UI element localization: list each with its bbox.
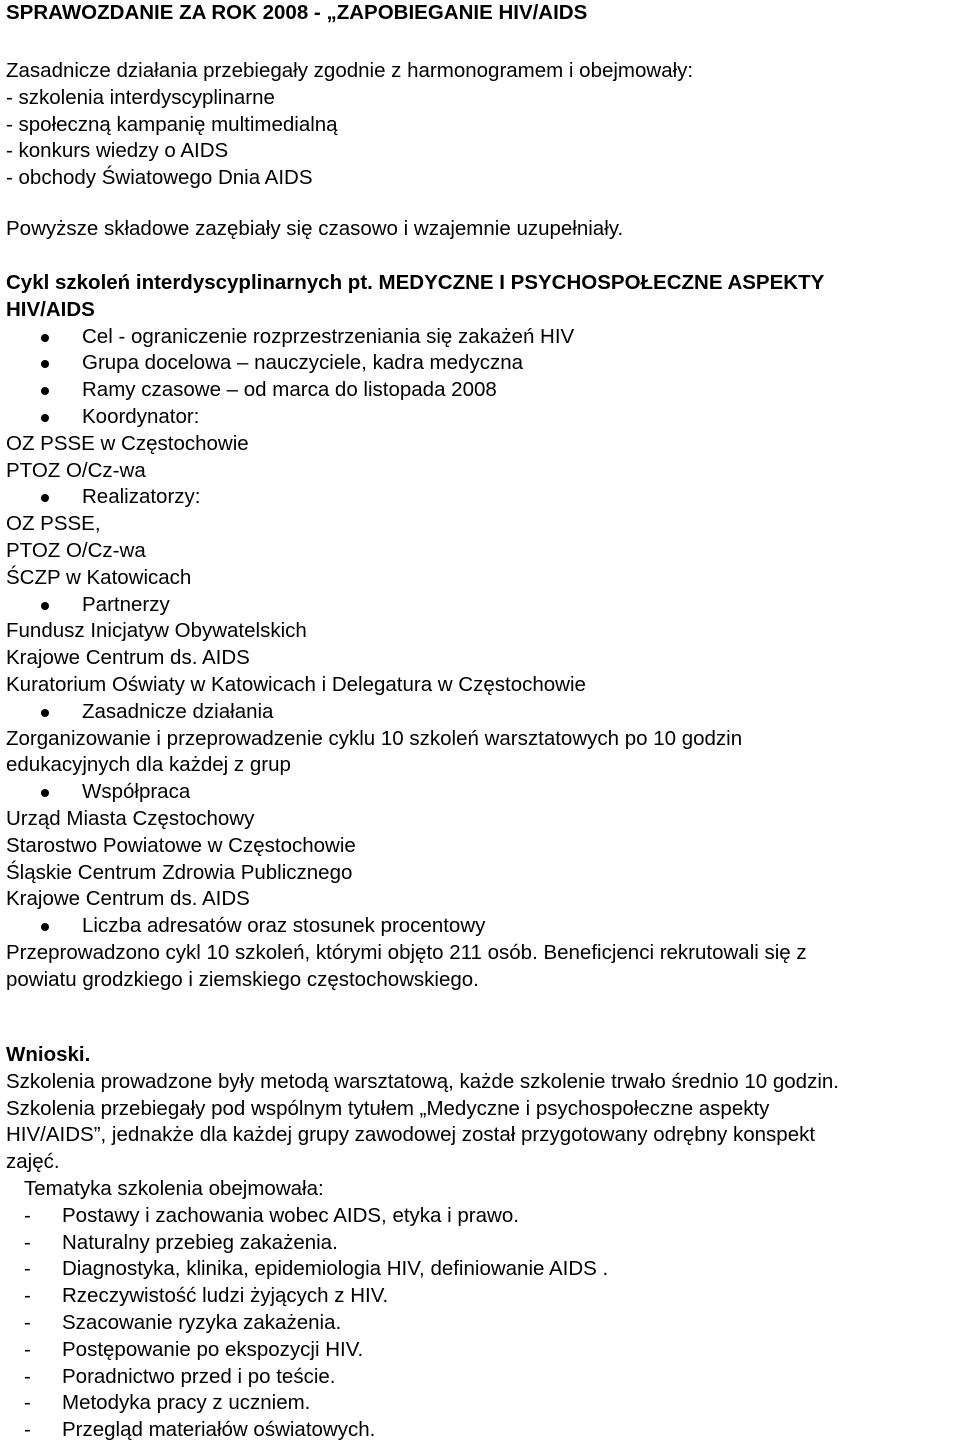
conclusions-section	[6, 1042, 839, 1444]
implementer-line: ŚCZP w Katowicach	[6, 565, 192, 589]
main-action-line: Zorganizowanie i przeprowadzenie cyklu 10 szkoleń warsztatowych po 10 godzin	[6, 726, 743, 750]
cooperation-line: Starostwo Powiatowe w Częstochowie	[6, 833, 356, 857]
conclusion-line: Szkolenia prowadzone były metodą warsztatową, każde szkolenie trwało średnio 10 godzin.	[6, 1069, 839, 1093]
cooperation-line: Śląskie Centrum Zdrowia Publicznego	[6, 860, 353, 884]
topic-item: - Rzeczywistość ludzi żyjących z HIV.	[24, 1284, 389, 1308]
partner-line: Kuratorium Oświaty w Katowicach i Delegatura w Częstochowie	[6, 672, 586, 696]
intro-item: - szkolenia interdyscyplinarne	[6, 85, 275, 109]
bullet-target-group: Grupa docelowa – nauczyciele, kadra medyczna	[6, 350, 824, 377]
bullet-icon	[41, 387, 49, 395]
intro-item: - społeczną kampanię multimedialną	[6, 112, 338, 136]
coordinator-line: PTOZ O/Cz-wa	[6, 458, 146, 482]
bullet-timeframe: Ramy czasowe – od marca do listopada 2008	[6, 377, 824, 404]
topics-lead: Tematyka szkolenia obejmowała:	[24, 1176, 324, 1200]
intro-lead: Zasadnicze działania przebiegały zgodnie z harmonogramem i obejmowały:	[6, 59, 694, 82]
implementer-line: OZ PSSE,	[6, 512, 101, 536]
cycle-section	[6, 270, 824, 994]
partner-line: Krajowe Centrum ds. AIDS	[6, 646, 250, 670]
intro-item: - obchody Światowego Dnia AIDS	[6, 166, 313, 190]
bullet-partners: Partnerzy	[6, 592, 824, 619]
main-action-line: edukacyjnych dla każdej z grup	[6, 753, 291, 777]
topic-item: - Naturalny przebieg zakażenia.	[24, 1230, 338, 1254]
bullet-icon	[41, 789, 49, 797]
topic-item: - Postępowanie po ekspozycji HIV.	[24, 1337, 364, 1361]
conclusion-line: Szkolenia przebiegały pod wspólnym tytułem „Medyczne i psychospołeczne aspekty	[6, 1096, 770, 1120]
bullet-cooperation: Współpraca	[6, 779, 824, 806]
topic-item: - Poradnictwo przed i po teście.	[24, 1364, 336, 1388]
bullet-icon	[41, 923, 49, 931]
topic-item: - Diagnostyka, klinika, epidemiologia HIV, definiowanie AIDS .	[24, 1257, 609, 1281]
topic-item: - Szacowanie ryzyka zakażenia.	[24, 1310, 342, 1334]
intro-summary: Powyższe składowe zazębiały się czasowo i wzajemnie uzupełniały.	[6, 217, 624, 240]
cycle-heading: Cykl szkoleń interdyscyplinarnych pt. MEDYCZNE I PSYCHOSPOŁECZNE ASPEKTY	[6, 271, 825, 294]
bullet-implementers: Realizatorzy:	[6, 484, 824, 511]
cooperation-line: Urząd Miasta Częstochowy	[6, 806, 255, 830]
cooperation-line: Krajowe Centrum ds. AIDS	[6, 887, 250, 911]
conclusion-line: zajęć.	[6, 1150, 60, 1174]
intro-section	[6, 58, 693, 192]
bullet-icon	[41, 709, 49, 717]
topic-item: - Przegląd materiałów oświatowych.	[24, 1418, 376, 1442]
conclusions-heading: Wnioski.	[6, 1043, 91, 1066]
participants-line: powiatu grodzkiego i ziemskiego częstochowskiego.	[6, 967, 479, 991]
bullet-icon	[41, 602, 49, 610]
coordinator-line: OZ PSSE w Częstochowie	[6, 431, 249, 455]
document-title: SPRAWOZDANIE ZA ROK 2008 - „ZAPOBIEGANIE HIV/AIDS	[6, 1, 588, 24]
intro-item: - konkurs wiedzy o AIDS	[6, 139, 229, 163]
bullet-participants: Liczba adresatów oraz stosunek procentowy	[6, 913, 824, 940]
implementer-line: PTOZ O/Cz-wa	[6, 538, 146, 562]
bullet-coordinator: Koordynator:	[6, 404, 824, 431]
bullet-main-actions: Zasadnicze działania	[6, 699, 824, 726]
topic-item: - Postawy i zachowania wobec AIDS, etyka i prawo.	[24, 1203, 519, 1227]
partner-line: Fundusz Inicjatyw Obywatelskich	[6, 619, 307, 643]
bullet-icon	[41, 334, 49, 342]
bullet-icon	[41, 414, 49, 422]
topic-item: - Metodyka pracy z uczniem.	[24, 1391, 311, 1415]
participants-line: Przeprowadzono cykl 10 szkoleń, którymi objęto 211 osób. Beneficjenci rekrutowali się z	[6, 940, 807, 964]
bullet-goal: Cel - ograniczenie rozprzestrzeniania się zakażeń HIV	[6, 324, 824, 351]
bullet-icon	[41, 494, 49, 502]
bullet-icon	[41, 360, 49, 368]
conclusion-line: HIV/AIDS”, jednakże dla każdej grupy zawodowej został przygotowany odrębny konspekt	[6, 1123, 816, 1147]
cycle-heading-cont: HIV/AIDS	[6, 297, 95, 321]
